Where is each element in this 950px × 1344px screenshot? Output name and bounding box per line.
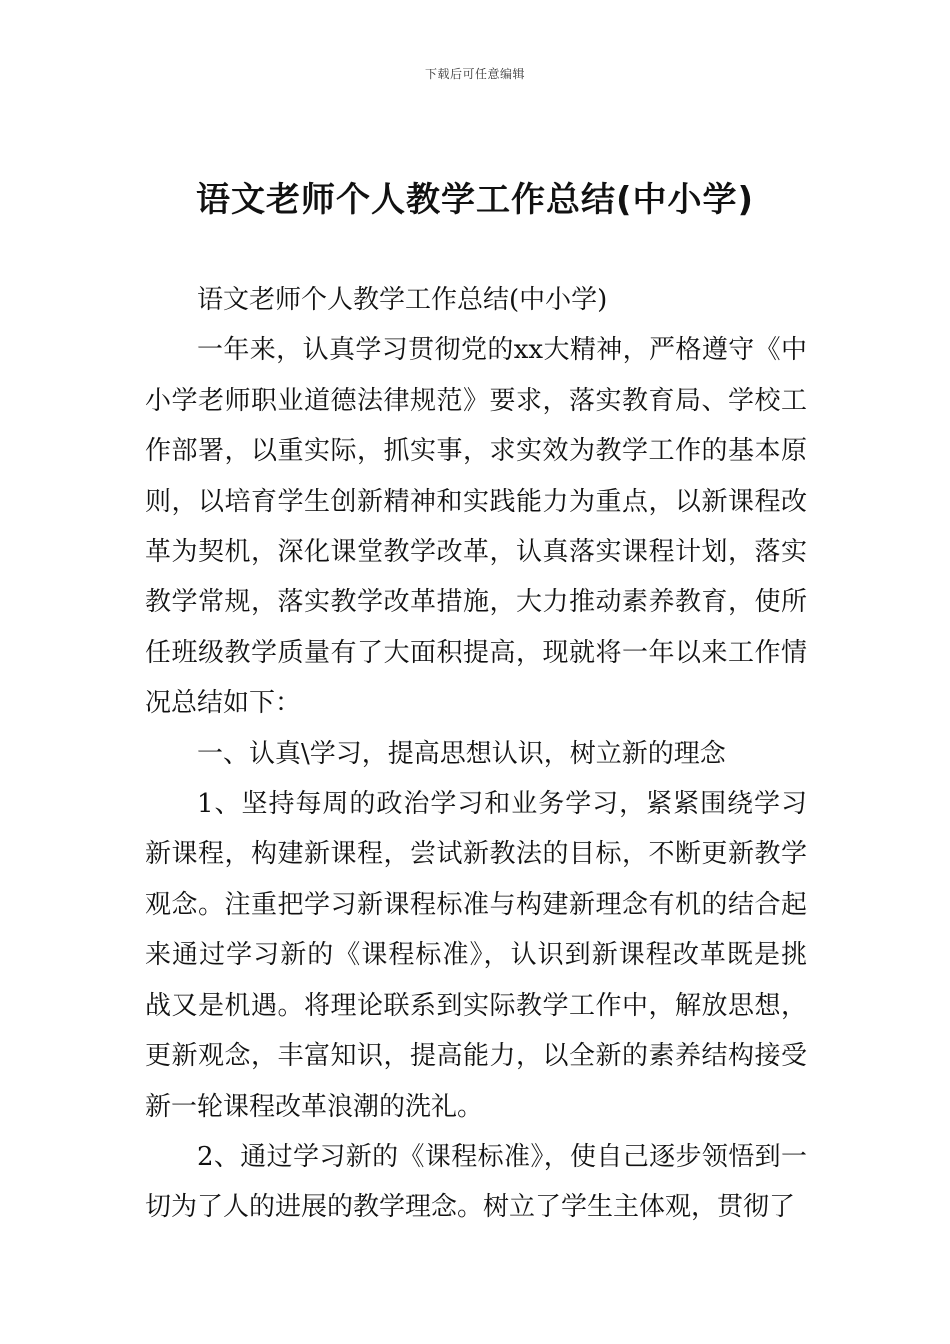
paragraph-intro: 一年来，认真学习贯彻党的xx大精神，严格遵守《中小学老师职业道德法律规范》要求，落实教育局、学校工作部署，以重实际，抓实事，求实效为教学工作的基本原则，以培育学生创新精神和实践能力为重点，以新课程改革为契机，深化课堂教学改革，认真落实课程计划，落实教学常规，落实教学改革措施，大力推动素养教育，使所任班级教学质量有了大面积提高，现就将一年以来工作情况总结如下： <box>145 335 807 719</box>
section-heading-1: 一、认真\学习，提高思想认识，树立新的理念 <box>197 738 726 769</box>
header-note: 下载后可任意编辑 <box>424 67 525 81</box>
paragraph-item-2: 2、通过学习新的《课程标准》，使自己逐步领悟到一切为了人的进展的教学理念。树立了学生主体观，贯彻了 <box>145 1141 807 1223</box>
paragraph-subtitle: 语文老师个人教学工作总结(中小学) <box>197 285 608 315</box>
paragraph-item-1: 1、坚持每周的政治学习和业务学习，紧紧围绕学习新课程，构建新课程，尝试新教法的目标，不断更新教学观念。注重把学习新课程标准与构建新理念有机的结合起来通过学习新的《课程标准》，认识到新课程改革既是挑战又是机遇。将理论联系到实际教学工作中，解放思想，更新观念，丰富知识，提高能力，以全新的素养结构接受新一轮课程改革浪潮的洗礼。 <box>145 789 807 1122</box>
document-body <box>145 275 807 1233</box>
document-title: 语文老师个人教学工作总结(中小学) <box>195 180 755 220</box>
